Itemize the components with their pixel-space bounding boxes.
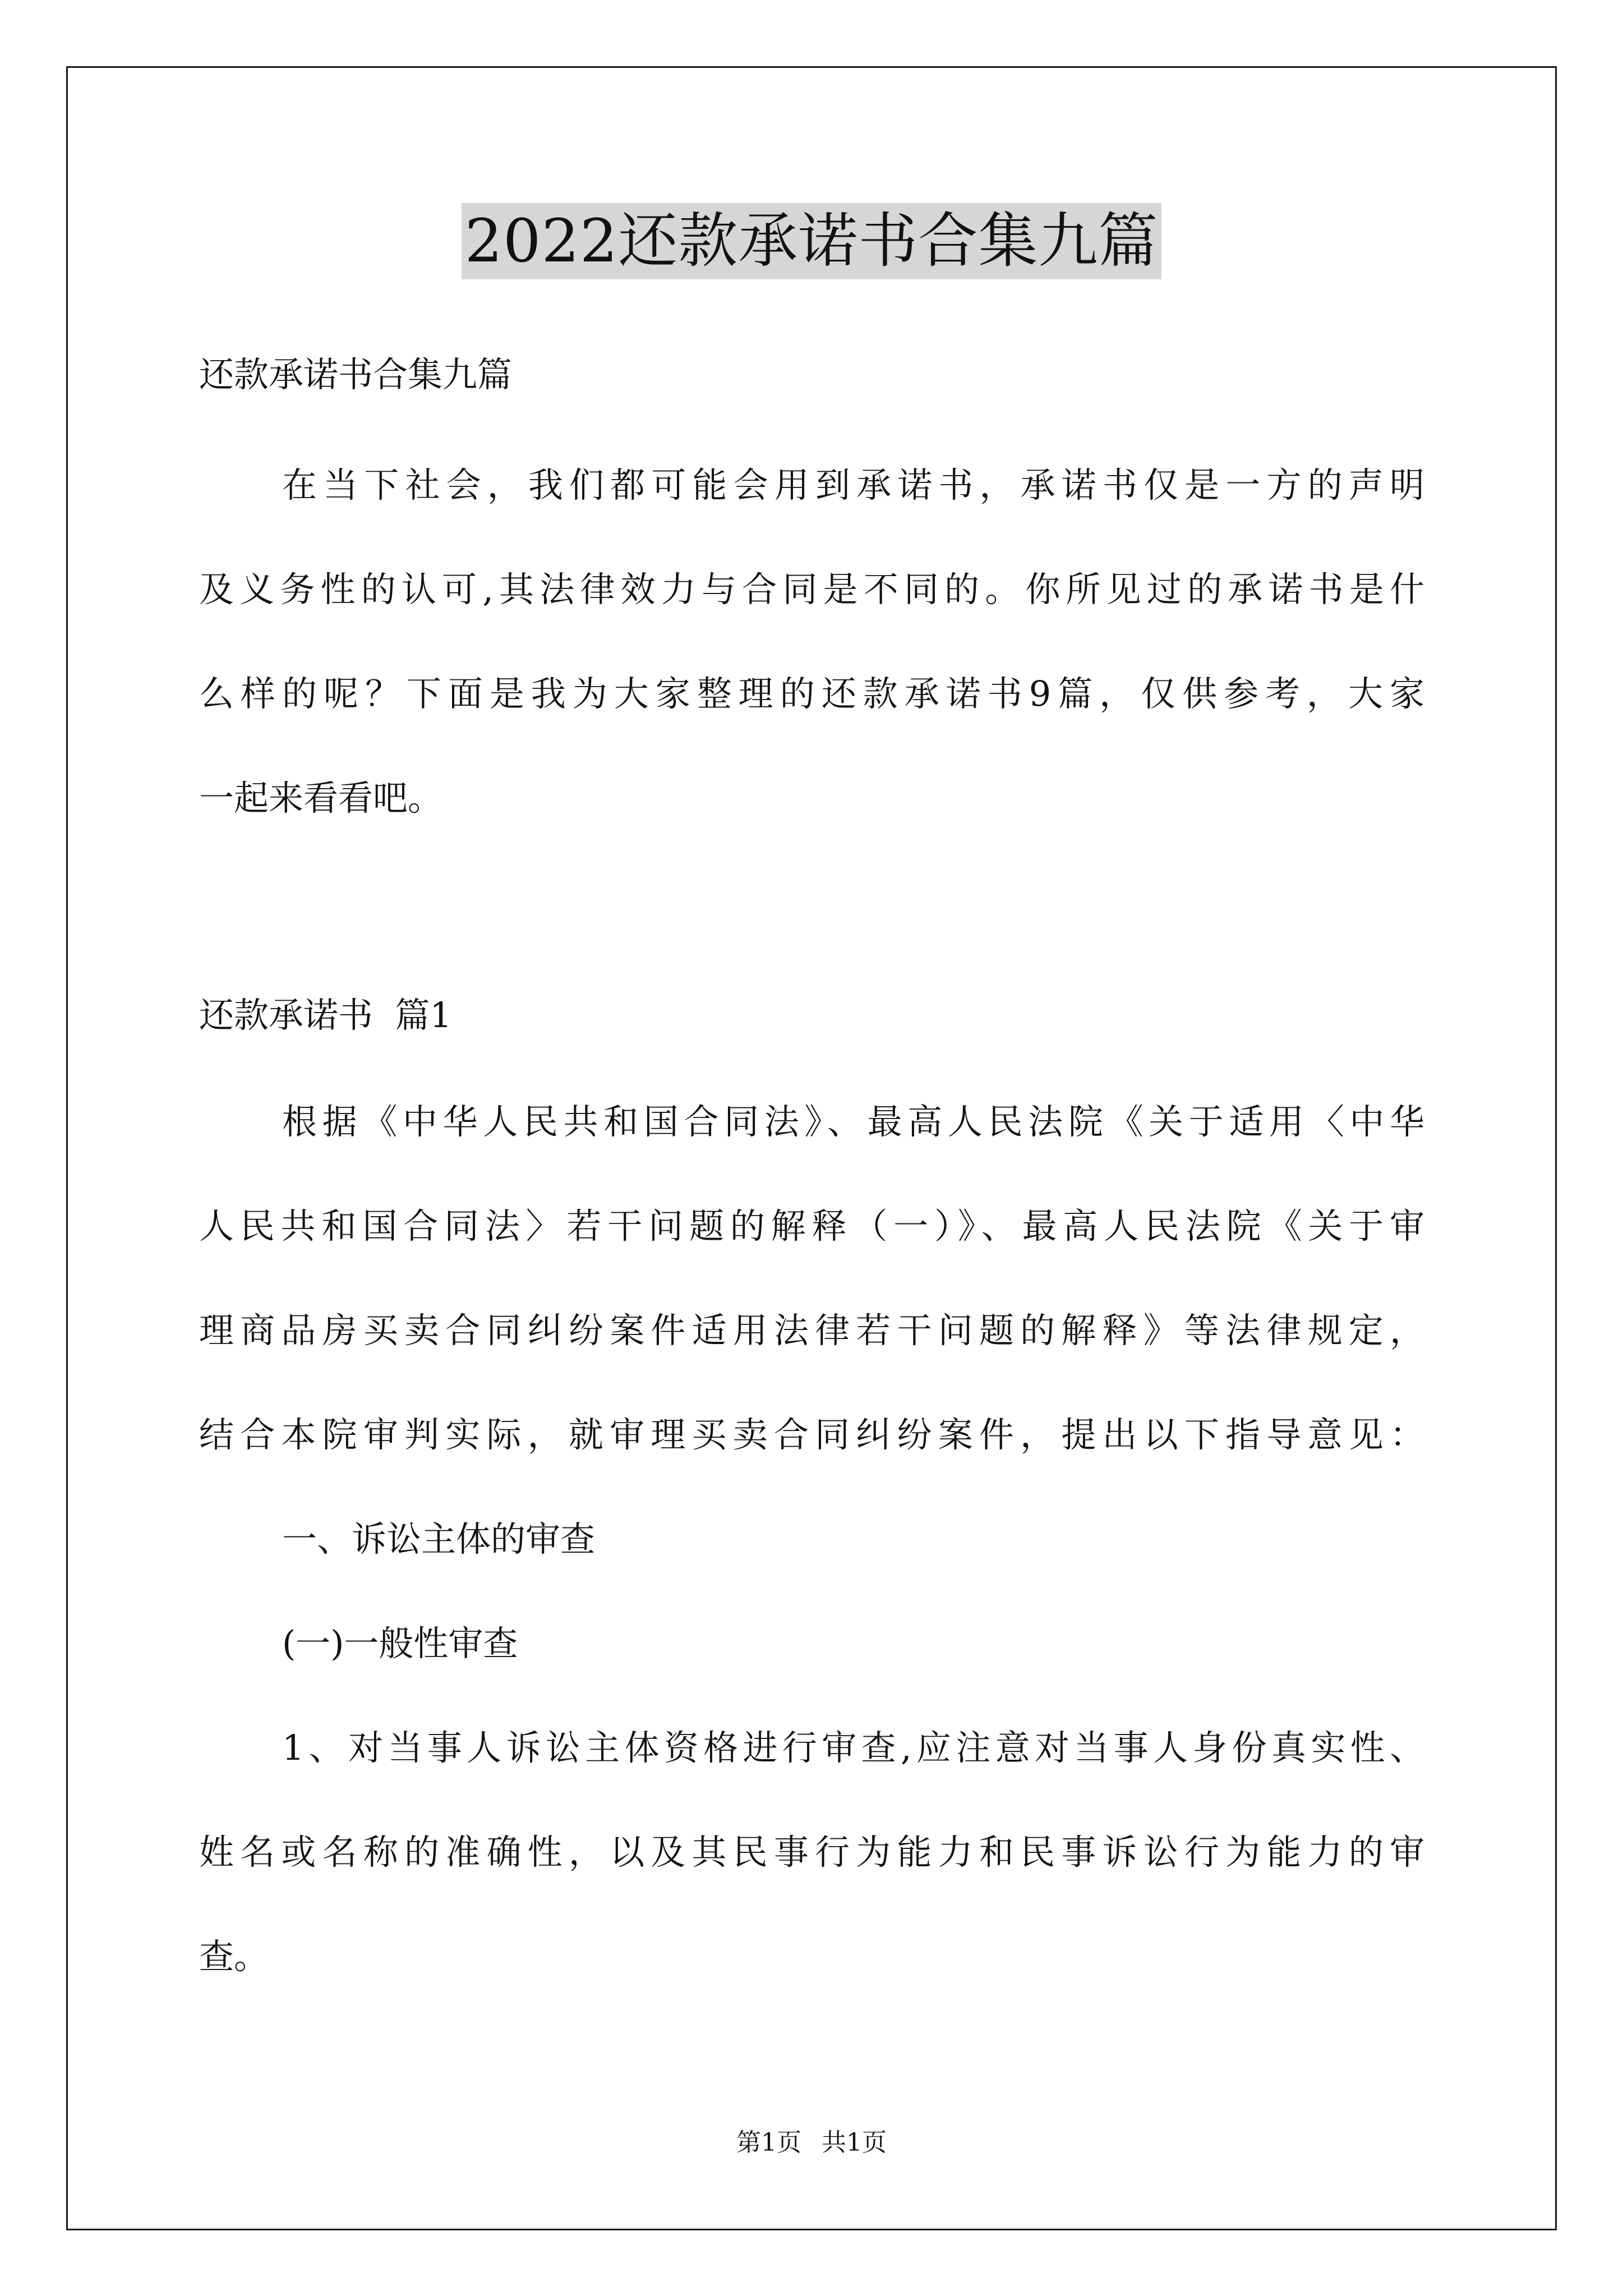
section-para-line-1: 根据《中华人民共和国合同法》、最高人民法院《关于适用〈中华	[282, 1101, 1424, 1142]
intro-line-4: 一起来看看吧。	[199, 777, 443, 818]
item-heading-1: 一、诉讼主体的审查	[282, 1519, 596, 1559]
item-para-line-3: 查。	[199, 1936, 269, 1977]
item-heading-2: (一)一般性审查	[282, 1623, 518, 1664]
page-footer	[0, 2127, 1623, 2159]
subtitle: 还款承诺书合集九篇	[199, 354, 513, 395]
page-total: 共1页	[822, 2128, 887, 2157]
page-number: 第1页	[736, 2128, 801, 2157]
title-container	[0, 203, 1623, 279]
item-para-line-1: 1、对当事人诉讼主体资格进行审查,应注意对当事人身份真实性、	[282, 1727, 1424, 1768]
intro-line-1: 在当下社会，我们都可能会用到承诺书，承诺书仅是一方的声明	[282, 464, 1424, 505]
document-title: 2022还款承诺书合集九篇	[462, 203, 1162, 279]
intro-line-2: 及义务性的认可,其法律效力与合同是不同的。你所见过的承诺书是什	[199, 569, 1424, 610]
section-para-line-4: 结合本院审判实际，就审理买卖合同纠纷案件，提出以下指导意见：	[199, 1414, 1424, 1455]
intro-line-3: 么样的呢？下面是我为大家整理的还款承诺书9篇，仅供参考，大家	[199, 673, 1424, 714]
item-para-line-2: 姓名或名称的准确性，以及其民事行为能力和民事诉讼行为能力的审	[199, 1832, 1424, 1872]
section-para-line-3: 理商品房买卖合同纠纷案件适用法律若干问题的解释》等法律规定，	[199, 1310, 1424, 1351]
section-heading: 还款承诺书 篇1	[199, 995, 452, 1036]
section-para-line-2: 人民共和国合同法〉若干问题的解释（一）》、最高人民法院《关于审	[199, 1205, 1424, 1246]
